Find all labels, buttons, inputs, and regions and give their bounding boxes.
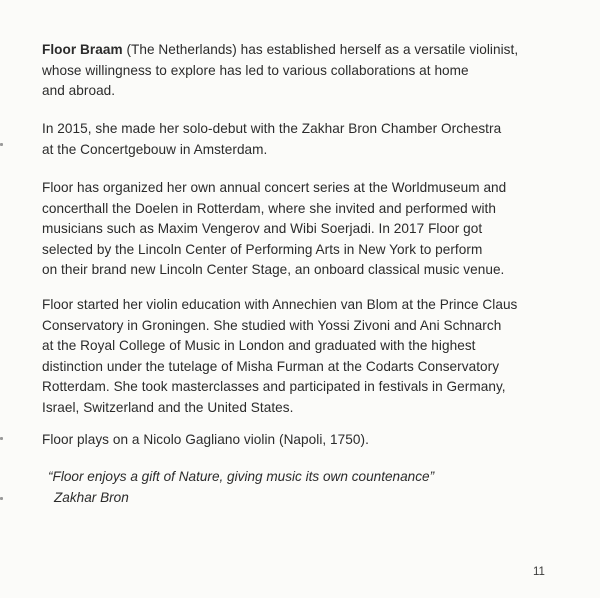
text-line: Conservatory in Groningen. She studied with Yossi Zivoni and Ani Schnarch	[42, 317, 502, 333]
text-fragment: (The Netherlands) has established herself as a versatile violinist,	[122, 42, 519, 57]
text-line: distinction under the tutelage of Misha Furman at the Codarts Conservatory	[42, 358, 500, 374]
text-line: Floor plays on a Nicolo Gagliano violin (Napoli, 1750).	[42, 432, 369, 447]
bio-paragraph-debut	[42, 119, 572, 160]
text-line: on their brand new Lincoln Center Stage, an onboard classical music venue.	[42, 262, 505, 278]
bio-paragraph-concert-series	[42, 178, 572, 281]
bio-paragraph-instrument	[42, 430, 572, 451]
bio-paragraph-education	[42, 295, 572, 419]
text-line: at the Royal College of Music in London and graduated with the highest	[42, 338, 476, 354]
text-line: Rotterdam. She took masterclasses and participated in festivals in Germany,	[42, 379, 506, 395]
bio-paragraph-intro	[42, 40, 572, 102]
text-line	[42, 40, 572, 61]
page-number: 11	[533, 566, 545, 578]
text-line: selected by the Lincoln Center of Performing Arts in New York to perform	[42, 241, 483, 257]
quote-text: “Floor enjoys a gift of Nature, giving music its own countenance”	[48, 469, 435, 484]
text-line: In 2015, she made her solo-debut with the Zakhar Bron Chamber Orchestra	[42, 121, 502, 136]
binding-mark	[0, 143, 3, 146]
text-line: musicians such as Maxim Vengerov and Wibi Soerjadi. In 2017 Floor got	[42, 221, 483, 237]
quote-block	[48, 467, 568, 508]
quote-attribution: Zakhar Bron	[54, 489, 129, 505]
text-line: at the Concertgebouw in Amsterdam.	[42, 141, 268, 157]
text-line: Floor has organized her own annual concert series at the Worldmuseum and	[42, 180, 507, 195]
text-line: Floor started her violin education with Annechien van Blom at the Prince Claus	[42, 297, 518, 312]
artist-name: Floor Braam	[42, 42, 123, 57]
text-line: concerthall the Doelen in Rotterdam, where she invited and performed with	[42, 200, 496, 216]
text-line: whose willingness to explore has led to various collaborations at home	[42, 62, 469, 78]
binding-mark	[0, 497, 3, 500]
text-line: and abroad.	[42, 83, 116, 99]
text-line: Israel, Switzerland and the United States.	[42, 399, 294, 415]
binding-mark	[0, 437, 3, 440]
